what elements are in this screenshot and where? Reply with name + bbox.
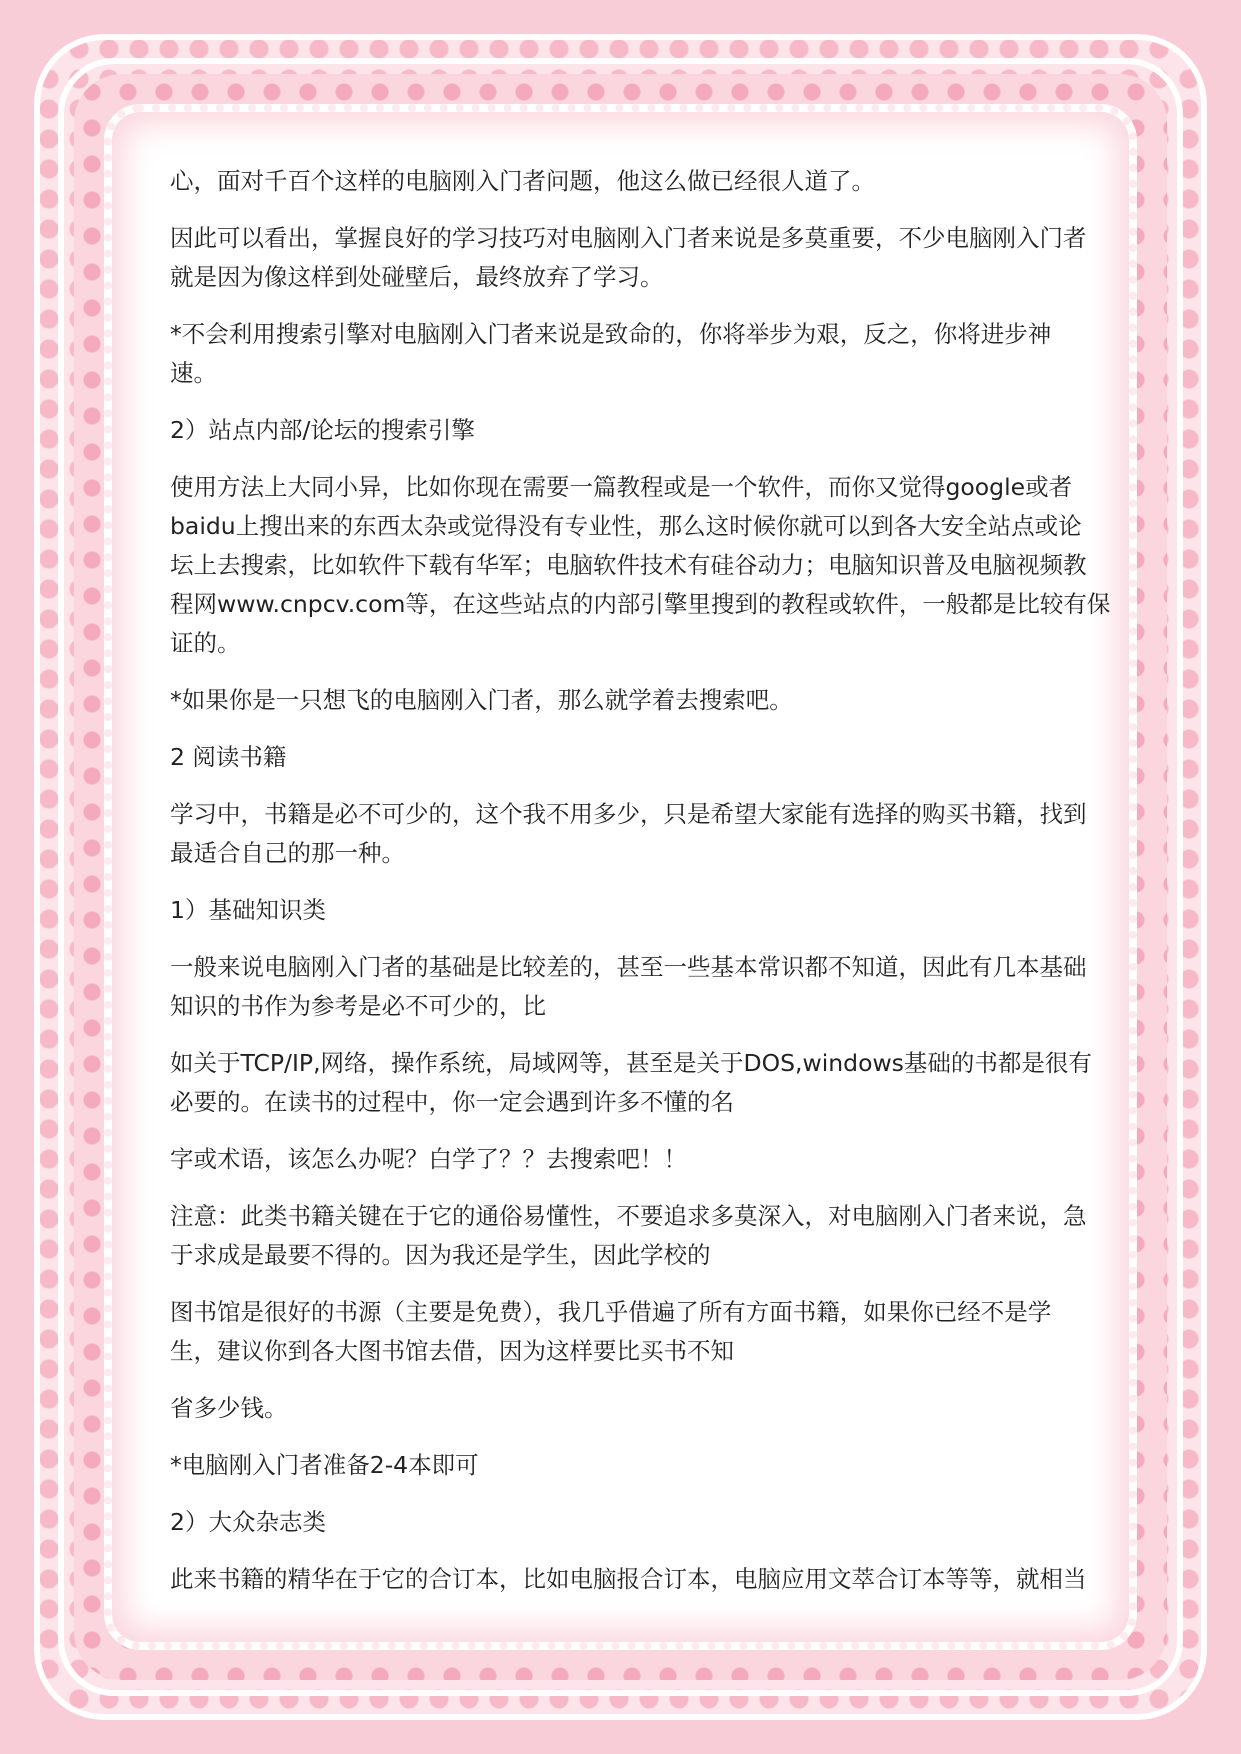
text-line: 心，面对千百个这样的电脑刚入门者问题，他这么做已经很人道了。 <box>170 167 875 195</box>
text-line: 学习中，书籍是必不可少的，这个我不用多少，只是希望大家能有选择的购买书籍，找到 <box>170 800 1087 828</box>
paragraph <box>170 219 1087 297</box>
paragraph <box>170 891 1070 930</box>
paragraph <box>170 948 1087 1026</box>
paragraph <box>170 411 1070 450</box>
text-line: 注意：此类书籍关键在于它的通俗易懂性，不要追求多莫深入，对电脑刚入门者来说，急 <box>170 1202 1087 1230</box>
text-line: baidu上搜出来的东西太杂或觉得没有专业性，那么这时候你就可以到各大安全站点或论 <box>170 512 1082 540</box>
text-line: 必要的。在读书的过程中，你一定会遇到许多不懂的名 <box>170 1088 734 1116</box>
text-line: 如关于TCP/IP,网络，操作系统，局域网等，甚至是关于DOS,windows基础的书都是很有 <box>170 1049 1092 1077</box>
paragraph <box>170 795 1087 873</box>
paragraph <box>170 1044 1092 1122</box>
text-line: 图书馆是很好的书源（主要是免费），我几乎借遍了所有方面书籍，如果你已经不是学 <box>170 1298 1052 1326</box>
text-line: 生，建议你到各大图书馆去借，因为这样要比买书不知 <box>170 1337 734 1365</box>
text-line: 证的。 <box>170 629 241 657</box>
paragraph <box>170 1560 1087 1599</box>
text-line: 2 阅读书籍 <box>170 743 287 771</box>
paragraph <box>170 468 1111 663</box>
paragraph <box>170 1446 1070 1485</box>
paragraph <box>170 1293 1070 1371</box>
paragraph <box>170 1140 1070 1179</box>
text-line: 1）基础知识类 <box>170 896 326 924</box>
text-line: 字或术语，该怎么办呢？白学了？？去搜索吧！！ <box>170 1145 687 1173</box>
text-line: 坛上去搜索，比如软件下载有华军；电脑软件技术有硅谷动力；电脑知识普及电脑视频教 <box>170 551 1087 579</box>
text-line: 知识的书作为参考是必不可少的，比 <box>170 992 546 1020</box>
paragraph <box>170 738 1070 777</box>
text-line: 因此可以看出，掌握良好的学习技巧对电脑刚入门者来说是多莫重要，不少电脑刚入门者 <box>170 224 1087 252</box>
paragraph <box>170 681 1070 720</box>
text-line: 速。 <box>170 359 217 387</box>
paragraph <box>170 162 1070 201</box>
text-line: *如果你是一只想飞的电脑刚入门者，那么就学着去搜索吧。 <box>170 686 793 714</box>
text-line: 一般来说电脑刚入门者的基础是比较差的，甚至一些基本常识都不知道，因此有几本基础 <box>170 953 1087 981</box>
text-line: *电脑刚入门者准备2-4本即可 <box>170 1451 479 1479</box>
paragraph <box>170 1503 1070 1542</box>
text-line: 于求成是最要不得的。因为我还是学生，因此学校的 <box>170 1241 711 1269</box>
text-line: 程网www.cnpcv.com等，在这些站点的内部引擎里搜到的教程或软件，一般都是比较有保 <box>170 590 1111 618</box>
text-line: 2）大众杂志类 <box>170 1508 326 1536</box>
text-line: 最适合自己的那一种。 <box>170 839 405 867</box>
text-line: 2）站点内部/论坛的搜索引擎 <box>170 416 475 444</box>
paragraph <box>170 1197 1087 1275</box>
text-line: 使用方法上大同小异，比如你现在需要一篇教程或是一个软件，而你又觉得google或者 <box>170 473 1073 501</box>
text-line: 省多少钱。 <box>170 1394 288 1422</box>
document-body <box>170 162 1111 1617</box>
text-line: *不会利用搜索引擎对电脑刚入门者来说是致命的，你将举步为艰，反之，你将进步神 <box>170 320 1052 348</box>
paragraph <box>170 1389 1070 1428</box>
paragraph <box>170 315 1070 393</box>
text-line: 就是因为像这样到处碰壁后，最终放弃了学习。 <box>170 263 664 291</box>
text-line: 此来书籍的精华在于它的合订本，比如电脑报合订本，电脑应用文萃合订本等等，就相当 <box>170 1565 1087 1593</box>
